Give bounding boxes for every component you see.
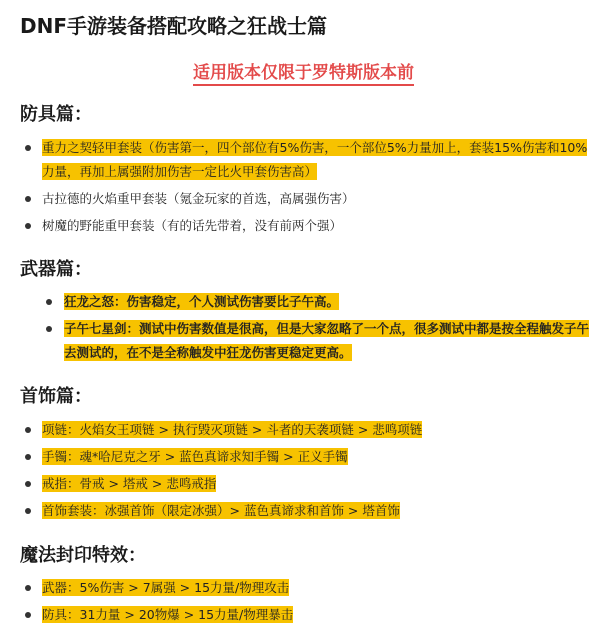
item-text: 古拉德的火焰重甲套装（氪金玩家的首选，高属强伤害） bbox=[42, 191, 355, 206]
list-item bbox=[20, 576, 593, 600]
list-item bbox=[20, 290, 593, 314]
accessory-heading: 首饰篇： bbox=[20, 386, 92, 407]
list-item bbox=[20, 418, 593, 442]
highlight-text: 重力之契轻甲套装（伤害第一，四个部位有5%伤害，一个部位5%力量加上，套装15%伤害和10%力量，再加上属强附加伤害一定比火甲套伤害高） bbox=[42, 140, 588, 179]
highlight-text: 防具：31力量 > 20物爆 > 15力量/物理暴击 bbox=[42, 607, 294, 622]
weapon-list bbox=[20, 290, 593, 365]
list-item bbox=[20, 136, 593, 184]
version-note bbox=[0, 58, 607, 83]
highlight-text: 手镯：魂*哈尼克之牙 > 蓝色真谛求知手镯 > 正义手镯 bbox=[42, 449, 348, 464]
highlight-text: 武器：5%伤害 > 7属强 > 15力量/物理攻击 bbox=[42, 580, 290, 595]
list-item bbox=[20, 603, 593, 627]
seal-heading: 魔法封印特效： bbox=[20, 545, 146, 566]
item-text: 树魔的野能重甲套装（有的话先带着，没有前两个强） bbox=[42, 218, 343, 233]
list-item bbox=[20, 317, 593, 365]
accessory-list bbox=[20, 418, 593, 523]
list-item bbox=[20, 445, 593, 469]
page-title: DNF手游装备搭配攻略之狂战士篇 bbox=[20, 14, 328, 38]
list-item bbox=[20, 214, 593, 238]
highlight-text: 戒指：骨戒 > 塔戒 > 悲鸣戒指 bbox=[42, 476, 217, 491]
highlight-text: 项链：火焰女王项链 > 执行毁灭项链 > 斗者的天袭项链 > 悲鸣项链 bbox=[42, 422, 423, 437]
highlight-text: 狂龙之怒：伤害稳定，个人测试伤害要比子午高。 bbox=[64, 294, 340, 309]
list-item bbox=[20, 187, 593, 211]
weapon-heading: 武器篇： bbox=[20, 259, 92, 280]
list-item bbox=[20, 499, 593, 523]
armor-list bbox=[20, 136, 593, 238]
armor-heading: 防具篇： bbox=[20, 104, 92, 125]
seal-list bbox=[20, 576, 593, 627]
highlight-text: 子午七星剑：测试中伤害数值是很高，但是大家忽略了一个点，很多测试中都是按全程触发子午去测试的，在不是全称触发中狂龙伤害更稳定更高。 bbox=[64, 321, 590, 360]
highlight-text: 首饰套装：冰强首饰（限定冰强）> 蓝色真谛求和首饰 > 塔首饰 bbox=[42, 503, 400, 518]
version-note-text: 适用版本仅限于罗特斯版本前 bbox=[193, 63, 414, 86]
list-item bbox=[20, 472, 593, 496]
